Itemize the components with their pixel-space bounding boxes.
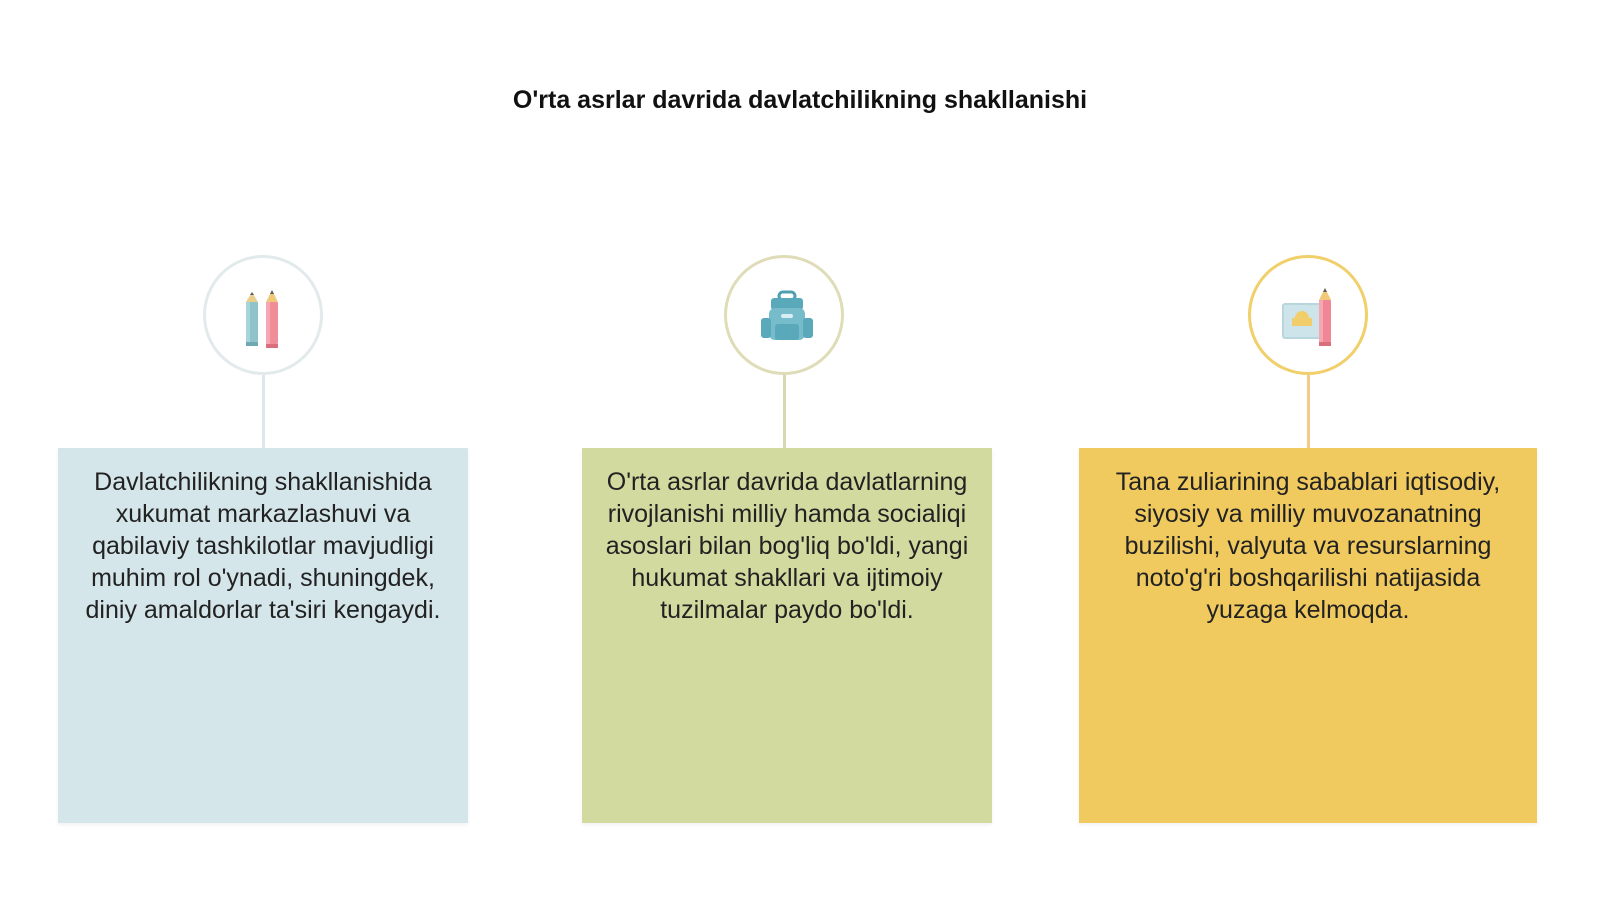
icon-circle-2 bbox=[724, 255, 844, 375]
backpack-icon bbox=[747, 278, 827, 358]
card-1-text: Davlatchilikning shakllanishida xukumat markazlashuvi va qabilaviy tashkilotlar mavjudligi muhim rol o'ynadi, shuningdek, diniy amaldorlar ta'siri kengaydi. bbox=[85, 468, 441, 624]
card-2 bbox=[582, 448, 992, 823]
icon-circle-3 bbox=[1248, 255, 1368, 375]
card-3 bbox=[1079, 448, 1537, 823]
diagram-title: O'rta asrlar davrida davlatchilikning shakllanishi bbox=[512, 86, 1088, 114]
connector-3 bbox=[1307, 375, 1310, 448]
connector-1 bbox=[262, 375, 265, 448]
connector-2 bbox=[783, 375, 786, 448]
card-2-text: O'rta asrlar davrida davlatlarning rivojlanishi milliy hamda socialiqi asoslari bilan bog'liq bo'ldi, yangi hukumat shakllari va ijtimoiy tuzilmalar paydo bo'ldi. bbox=[605, 468, 969, 624]
icon-circle-1 bbox=[203, 255, 323, 375]
pencils-icon bbox=[226, 278, 306, 358]
drawing-pencil-icon bbox=[1271, 278, 1351, 358]
card-3-text: Tana zuliarining sabablari iqtisodiy, siyosiy va milliy muvozanatning buzilishi, valyuta va resurslarning noto'g'ri boshqarilishi natijasida yuzaga kelmoqda. bbox=[1115, 468, 1501, 624]
card-1 bbox=[58, 448, 468, 823]
